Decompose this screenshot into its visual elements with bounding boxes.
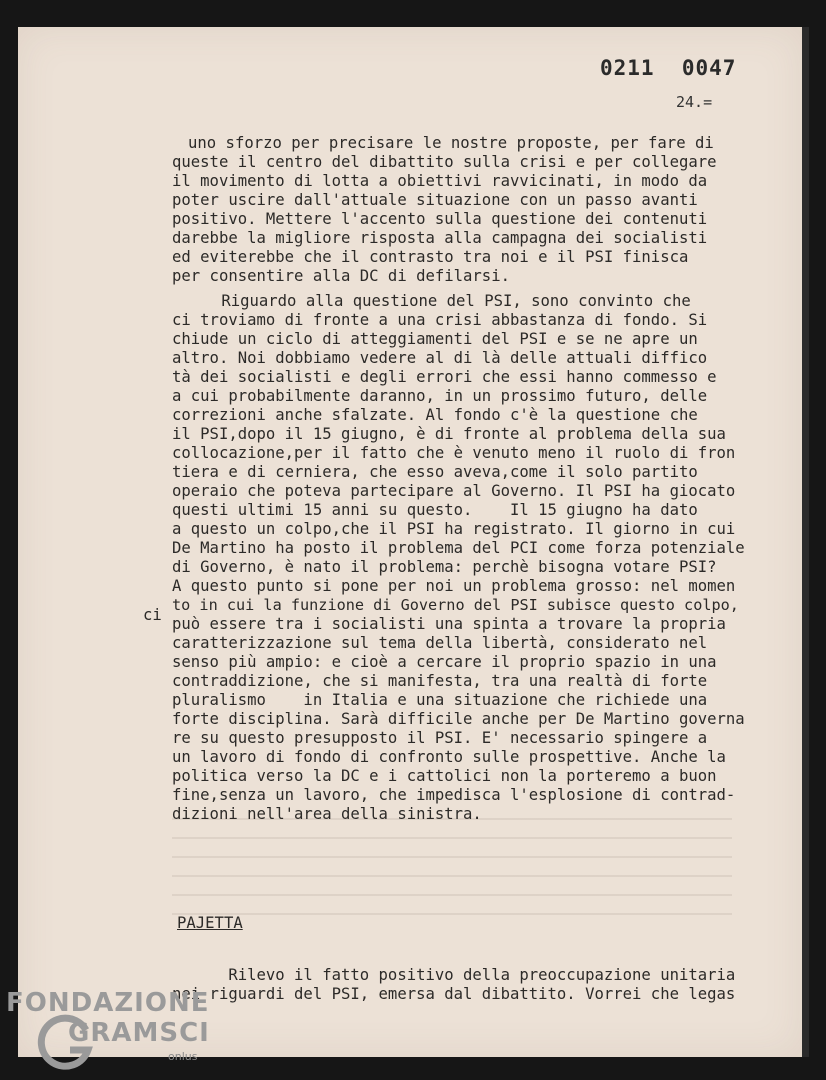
watermark-logo bbox=[0, 988, 210, 1080]
text-line: questi ultimi 15 anni su questo. Il 15 giugno ha dato bbox=[172, 501, 698, 519]
watermark-line-2: GRAMSCI bbox=[68, 1018, 210, 1048]
text-line: può essere tra i socialisti una spinta a trovare la propria bbox=[172, 615, 726, 633]
text-line: pluralismo in Italia e una situazione che richiede una bbox=[172, 691, 708, 709]
text-line: dizioni nell'area della sinistra. bbox=[172, 805, 482, 823]
text-line: Rilevo il fatto positivo della preoccupazione unitaria bbox=[172, 966, 736, 984]
text-line: operaio che poteva partecipare al Governo. Il PSI ha giocato bbox=[172, 482, 736, 500]
text-line: collocazione,per il fatto che è venuto meno il ruolo di fron bbox=[172, 444, 736, 462]
text-line: caratterizzazione sul tema della libertà, considerato nel bbox=[172, 634, 708, 652]
page-edge bbox=[802, 27, 809, 1057]
text-line: un lavoro di fondo di confronto sulle prospettive. Anche la bbox=[172, 748, 726, 766]
text-line: correzioni anche sfalzate. Al fondo c'è la questione che bbox=[172, 406, 698, 424]
text-line: fine,senza un lavoro, che impedisca l'esplosione di contrad- bbox=[172, 786, 736, 804]
text-line: il movimento di lotta a obiettivi ravvicinati, in modo da bbox=[172, 172, 708, 190]
text-line: Riguardo alla questione del PSI, sono convinto che bbox=[165, 292, 691, 310]
text-line: darebbe la migliore risposta alla campagna dei socialisti bbox=[172, 229, 708, 247]
text-line: positivo. Mettere l'accento sulla questione dei contenuti bbox=[172, 210, 708, 228]
text-line: A questo punto si pone per noi un problema grosso: nel momen bbox=[172, 577, 736, 595]
document-number: 0211 0047 bbox=[600, 56, 737, 80]
page-number: 24.= bbox=[676, 93, 713, 111]
text-line: uno sforzo per precisare le nostre proposte, per fare di bbox=[188, 134, 714, 152]
text-line: queste il centro del dibattito sulla crisi e per collegare bbox=[172, 153, 717, 171]
text-line: nei riguardi del PSI, emersa dal dibattito. Vorrei che legas bbox=[172, 985, 736, 1003]
watermark-suffix: onlus bbox=[168, 1050, 198, 1063]
text-line: a questo un colpo,che il PSI ha registrato. Il giorno in cui bbox=[172, 520, 736, 538]
text-line: re su questo presupposto il PSI. E' necessario spingere a bbox=[172, 729, 708, 747]
text-line: forte disciplina. Sarà difficile anche per De Martino governa bbox=[172, 710, 745, 728]
text-line: poter uscire dall'attuale situazione con un passo avanti bbox=[172, 191, 698, 209]
text-line: contraddizione, che si manifesta, tra una realtà di forte bbox=[172, 672, 708, 690]
speaker-heading: PAJETTA bbox=[177, 914, 243, 932]
text-line: tiera e di cerniera, che esso aveva,come il solo partito bbox=[172, 463, 698, 481]
text-line: per consentire alla DC di defilarsi. bbox=[172, 267, 510, 285]
text-line: ed eviterebbe che il contrasto tra noi e il PSI finisca bbox=[172, 248, 689, 266]
text-line: altro. Noi dobbiamo vedere al di là delle attuali diffico bbox=[172, 349, 708, 367]
text-line: di Governo, è nato il problema: perchè bisogna votare PSI? bbox=[172, 558, 717, 576]
text-line: il PSI,dopo il 15 giugno, è di fronte al problema della sua bbox=[172, 425, 726, 443]
watermark-line-1: FONDAZIONE bbox=[6, 988, 210, 1018]
text-line: ci troviamo di fronte a una crisi abbastanza di fondo. Si bbox=[172, 311, 708, 329]
text-line: politica verso la DC e i cattolici non la porteremo a buon bbox=[172, 767, 717, 785]
text-line: a cui probabilmente daranno, in un prossimo futuro, delle bbox=[172, 387, 708, 405]
text-line: De Martino ha posto il problema del PCI come forza potenziale bbox=[172, 539, 745, 557]
margin-annotation: ci bbox=[143, 606, 162, 624]
text-line: senso più ampio: e cioè a cercare il proprio spazio in una bbox=[172, 653, 717, 671]
text-line: tà dei socialisti e degli errori che essi hanno commesso e bbox=[172, 368, 717, 386]
text-line: chiude un ciclo di atteggiamenti del PSI e se ne apre un bbox=[172, 330, 698, 348]
text-line: to in cui la funzione di Governo del PSI subisce questo colpo, bbox=[172, 596, 739, 614]
